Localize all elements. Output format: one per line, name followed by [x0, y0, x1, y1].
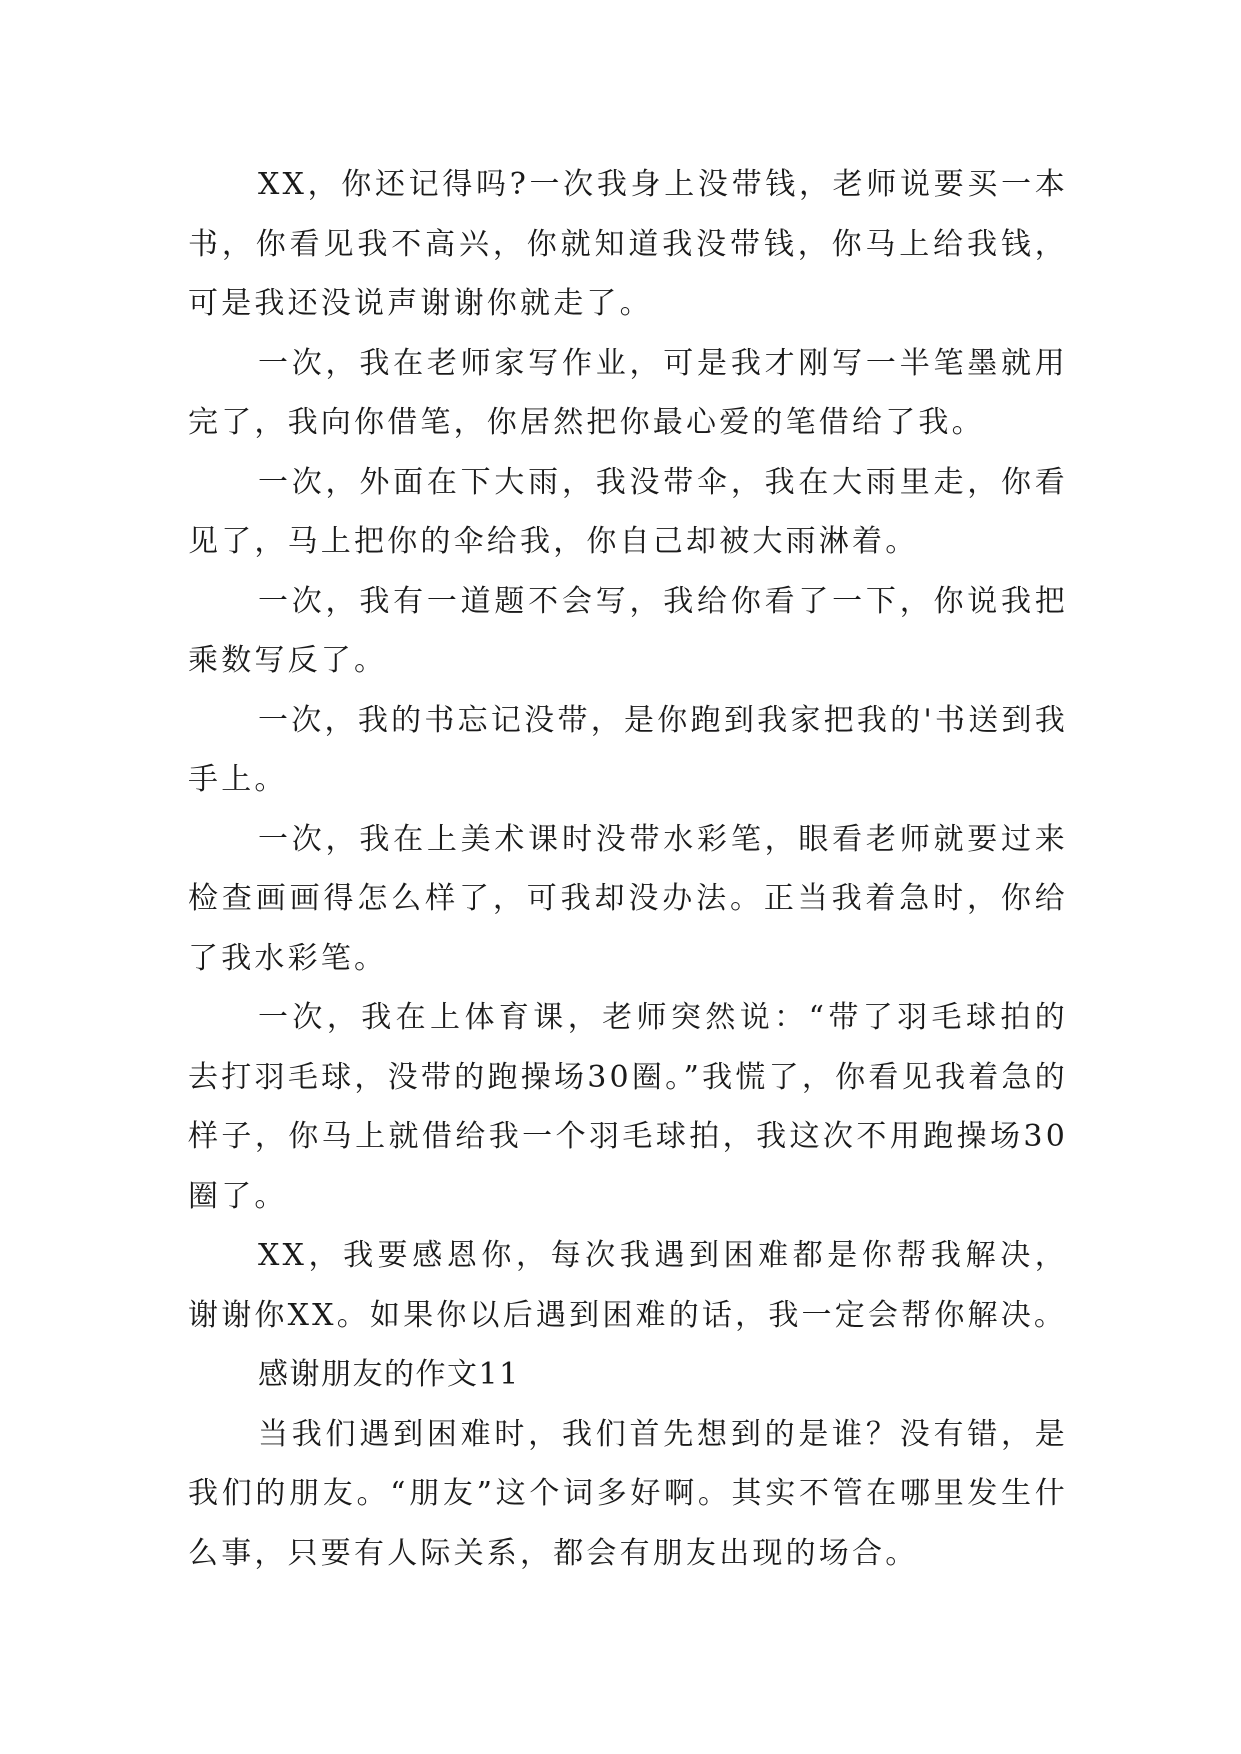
paragraph-4: 一次，我有一道题不会写，我给你看了一下，你说我把乘数写反了。 — [188, 583, 1068, 678]
paragraph-1: XX，你还记得吗?一次我身上没带钱，老师说要买一本书，你看见我不高兴，你就知道我没带钱，你马上给我钱，可是我还没说声谢谢你就走了。 — [188, 167, 1068, 321]
section-title: 感谢朋友的作文11 — [258, 1357, 520, 1392]
paragraph-2: 一次，我在老师家写作业，可是我才刚写一半笔墨就用完了，我向你借笔，你居然把你最心爱的笔借给了我。 — [188, 345, 1068, 440]
document-body — [188, 155, 1068, 1583]
section-paragraph-1: 当我们遇到困难时，我们首先想到的是谁？没有错，是我们的朋友。“朋友”这个词多好啊。其实不管在哪里发生什么事，只要有人际关系，都会有朋友出现的场合。 — [188, 1416, 1068, 1571]
paragraph-3: 一次，外面在下大雨，我没带伞，我在大雨里走，你看见了，马上把你的伞给我，你自己却被大雨淋着。 — [188, 464, 1068, 559]
paragraph-5: 一次，我的书忘记没带，是你跑到我家把我的'书送到我手上。 — [188, 702, 1068, 797]
paragraph-6: 一次，我在上美术课时没带水彩笔，眼看老师就要过来检查画画得怎么样了，可我却没办法。正当我着急时，你给了我水彩笔。 — [188, 821, 1068, 976]
paragraph-8: XX，我要感恩你，每次我遇到困难都是你帮我解决，谢谢你XX。如果你以后遇到困难的话，我一定会帮你解决。 — [188, 1238, 1068, 1333]
paragraph-7: 一次，我在上体育课，老师突然说：“带了羽毛球拍的去打羽毛球，没带的跑操场30圈。”我慌了，你看见我着急的样子，你马上就借给我一个羽毛球拍，我这次不用跑操场30圈了。 — [188, 1000, 1068, 1214]
